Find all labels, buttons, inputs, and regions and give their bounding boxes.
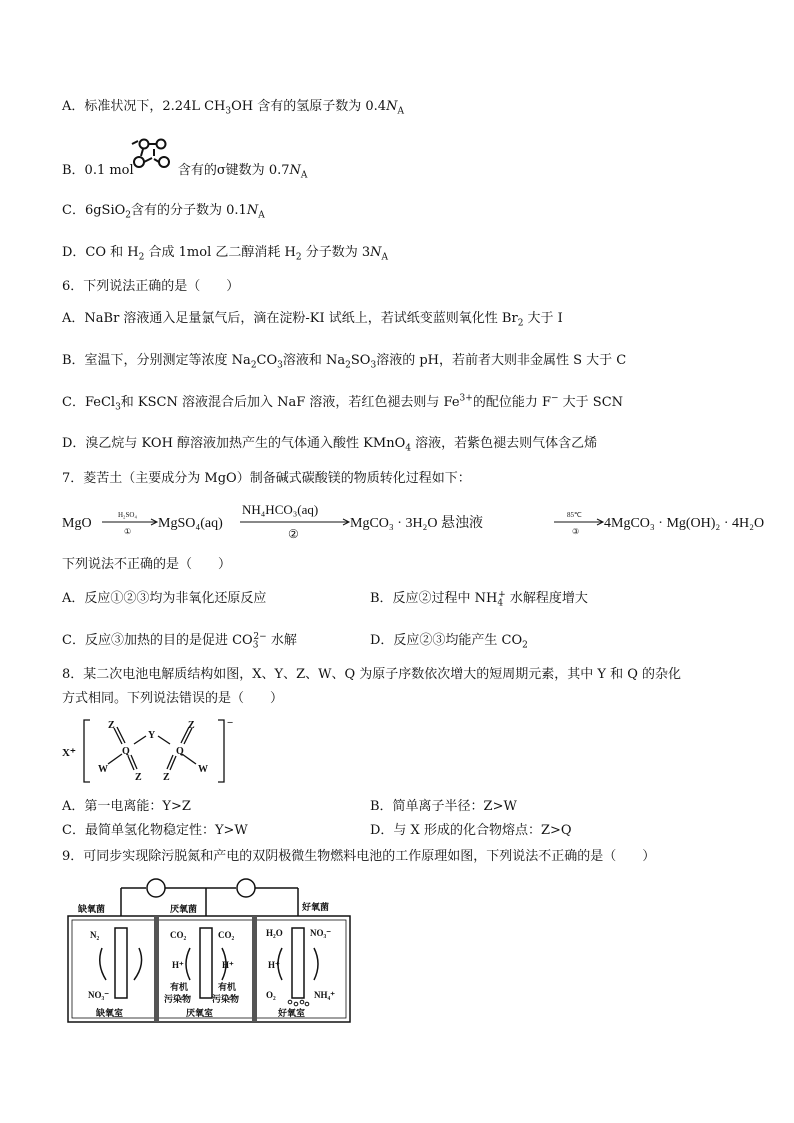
label-h-left: H⁺	[172, 960, 184, 970]
label-organic-2: 有机	[218, 982, 237, 992]
label-anaerobic-room: 厌氧室	[186, 1008, 214, 1018]
q7-option-b: B．反应②过程中 $NH_4^+$ 水解程度增大	[370, 589, 588, 609]
eq-arrow1-bot: ①	[124, 527, 132, 536]
label-anoxic-bacteria: 缺氧菌	[78, 904, 106, 914]
q5-option-d: D．CO 和 $H_2$ 合成 1mol 乙二醇消耗 $H_2$ 分子数为 $3N_A$	[62, 245, 388, 263]
label-no3-right: NO₃⁻	[310, 928, 331, 938]
q9-stem: 9．可同步实现除污脱氮和产电的双阴极微生物燃料电池的工作原理如图，下列说法不正确的是（ ）	[62, 849, 656, 864]
label-organic-1: 有机	[170, 982, 189, 992]
eq-arrow2-top: NH₄HCO₃(aq)	[242, 502, 319, 517]
q5-option-c: C．6gSiO$_2$含有的分子数为 $0.1N_A$	[62, 203, 265, 221]
q8-structure-figure	[62, 716, 252, 788]
q8-option-a: A．第一电离能：Y>Z	[62, 799, 191, 814]
q6-option-d: D．溴乙烷与 KOH 醇溶液加热产生的气体通入酸性 KMnO$_4$ 溶液，若紫色褪去则气体含乙烯	[62, 436, 598, 454]
q6-stem: 6．下列说法正确的是（ ）	[62, 279, 240, 294]
q5-option-b: B．0.1 mol 含有的σ键数为 $0.7N_A$	[62, 162, 307, 180]
atom-w2: W	[198, 764, 208, 775]
q6-option-b: B．室温下，分别测定等浓度 $Na_2CO_3$溶液和 $Na_2SO_3$溶液的 pH，若前者大则非金属性 S 大于 C	[62, 353, 627, 371]
q9-fuel-cell-figure	[66, 876, 356, 1026]
label-aerobic-bacteria: 好氧菌	[302, 902, 330, 912]
eq-arrow3-bot: ③	[572, 527, 580, 536]
atom-z1: Z	[108, 720, 115, 731]
label-co2-right: CO₂	[218, 930, 235, 940]
atom-q2: Q	[176, 746, 184, 757]
label-o2: O₂	[266, 990, 276, 1000]
label-co2-left: CO₂	[170, 930, 187, 940]
eq-mgo: MgO	[62, 516, 92, 531]
label-pollutant-2: 污染物	[212, 994, 240, 1004]
label-anaerobic-bacteria: 厌氧菌	[170, 904, 198, 914]
atom-z3: Z	[135, 772, 142, 783]
q7-option-d: D．反应②③均能产生 $CO_2$	[370, 633, 528, 651]
label-pollutant-1: 污染物	[164, 994, 192, 1004]
atom-z4: Z	[163, 772, 170, 783]
q8-stem-line2: 方式相同。下列说法错误的是（ ）	[62, 691, 284, 706]
q8-option-d: D．与 X 形成的化合物熔点：Z>Q	[370, 823, 572, 838]
eq-mgso4: MgSO₄(aq)	[158, 516, 223, 531]
q7-option-c: C．反应③加热的目的是促进 $CO_3^{2-}$ 水解	[62, 631, 297, 651]
label-no3-left: NO₃⁻	[88, 990, 109, 1000]
q7-option-a: A．反应①②③均为非氧化还原反应	[62, 591, 267, 606]
q7-question: 下列说法不正确的是（ ）	[62, 557, 232, 572]
eq-product: 4MgCO₃ · Mg(OH)₂ · 4H₂O	[604, 516, 765, 531]
q8-option-c: C．最简单氢化物稳定性：Y>W	[62, 823, 248, 838]
atom-q1: Q	[122, 746, 130, 757]
q7-stem: 7．菱苦土（主要成分为 MgO）制备碱式碳酸镁的物质转化过程如下：	[62, 471, 471, 486]
eq-arrow2-bot: ②	[288, 527, 299, 541]
label-n2: N₂	[90, 930, 100, 940]
q6-option-c: C．FeCl$_3$和 KSCN 溶液混合后加入 NaF 溶液，若红色褪去则与 $Fe^{3+}$的配位能力 F− 大于 SCN	[62, 393, 624, 413]
q5-option-a: A．标准状况下，2.24L $CH_3OH$ 含有的氢原子数为 $0.4N_A$	[62, 99, 404, 117]
q6-option-a: A．NaBr 溶液通入足量氯气后，滴在淀粉-KI 试纸上，若试纸变蓝则氧化性 $Br_2$ 大于 I	[62, 311, 563, 329]
atom-y: Y	[148, 730, 156, 741]
label-h2o: H₂O	[266, 928, 283, 938]
eq-mgco3: MgCO₃ · 3H₂O 悬浊液	[350, 516, 484, 531]
eq-arrow1-top: H₂SO₄	[118, 511, 137, 519]
eq-arrow3-top: 85℃	[567, 511, 582, 519]
label-nh4: NH₄⁺	[314, 990, 335, 1000]
label-anoxic-room: 缺氧室	[96, 1008, 124, 1018]
cyclic-carbonate-structure	[130, 132, 176, 178]
atom-z2: Z	[188, 720, 195, 731]
label-aerobic-room: 好氧室	[278, 1008, 306, 1018]
q8-stem-line1: 8．某二次电池电解质结构如图，X、Y、Z、W、Q 为原子序数依次增大的短周期元素，其中 Y 和 Q 的杂化	[62, 667, 682, 682]
x-cation: X⁺	[62, 747, 76, 759]
anion-charge: −	[227, 717, 234, 729]
label-h-aerobic: H⁺	[268, 960, 280, 970]
label-h-right: H⁺	[222, 960, 234, 970]
q8-option-b: B．简单离子半径：Z>W	[370, 799, 517, 814]
atom-w1: W	[98, 764, 108, 775]
